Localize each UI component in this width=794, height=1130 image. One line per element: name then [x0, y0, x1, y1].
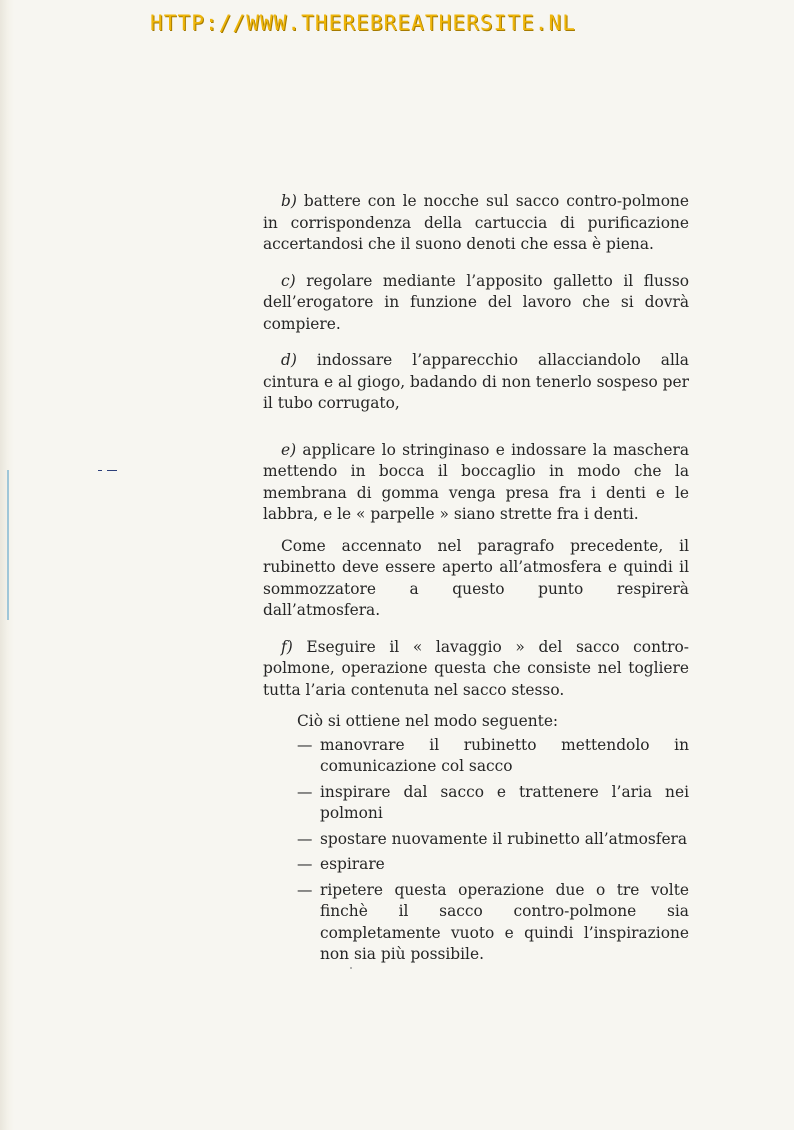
paragraph-b [263, 191, 689, 256]
dash-bullet: — [297, 829, 313, 848]
paragraph-text: applicare lo stringinaso e indossare la maschera mettendo in bocca il boccaglio in modo che la membrana di gomma venga presa fra i denti e le labbra, e le « parpelle » siano strette fra i denti. [263, 440, 689, 523]
site-watermark: HTTP://WWW.THEREBREATHERSITE.NL [150, 11, 577, 35]
paragraph-text: indossare l’apparecchio allacciandolo alla cintura e al giogo, badando di non tenerlo sospeso per il tubo corrugato, [263, 351, 689, 412]
stray-ink-mark [98, 460, 118, 463]
paragraph-c [263, 271, 689, 336]
paragraph-text: battere con le nocche sul sacco contro-polmone in corrispondenza della cartuccia di purificazione accertandosi che il suono denoti che essa è piena. [263, 192, 689, 253]
list-item [297, 782, 689, 825]
list-item [297, 735, 689, 778]
paragraph-text: regolare mediante l’apposito galletto il flusso dell’erogatore in funzione del lavoro che si dovrà compiere. [263, 271, 689, 333]
list-item-text: espirare [320, 855, 385, 873]
procedure-steps-list [263, 735, 689, 966]
item-marker-e: e) [281, 440, 297, 459]
item-marker-f: f) [281, 637, 293, 656]
list-item-text: manovrare il rubinetto mettendolo in comunicazione col sacco [320, 735, 689, 775]
item-marker-d: d) [281, 351, 297, 369]
item-marker-b: b) [281, 192, 297, 210]
list-item-text: inspirare dal sacco e trattenere l’aria nei polmoni [320, 782, 689, 822]
paragraph-f [263, 637, 689, 702]
list-item [297, 854, 689, 876]
list-item [297, 880, 689, 966]
list-item [297, 829, 689, 851]
dash-bullet: — [297, 782, 313, 801]
dash-bullet: — [297, 880, 313, 899]
list-item-text: spostare nuovamente il rubinetto all’atmosfera [320, 829, 688, 848]
paragraph-e [263, 440, 689, 526]
dash-bullet: — [297, 735, 313, 754]
paragraph-note [263, 536, 689, 622]
page-text-body [263, 191, 689, 970]
page-edge-mark [7, 470, 9, 620]
paragraph-text: Eseguire il « lavaggio » del sacco contro-polmone, operazione questa che consiste nel togliere tutta l’aria contenuta nel sacco stesso. [263, 637, 689, 699]
dash-bullet: — [297, 855, 313, 873]
paragraph-text: Come accennato nel paragrafo precedente, il rubinetto deve essere aperto all’atmosfera e quindi il sommozzatore a questo punto respirerà dall’atmosfera. [263, 536, 689, 619]
list-item-text: ripetere questa operazione due o tre volte finchè il sacco contro-polmone sia completamente vuoto e quindi l’inspirazione non sia più possibile. [320, 880, 689, 963]
paragraph-d [263, 350, 689, 415]
item-marker-c: c) [281, 271, 296, 290]
list-intro: Ciò si ottiene nel modo seguente: [297, 712, 559, 730]
